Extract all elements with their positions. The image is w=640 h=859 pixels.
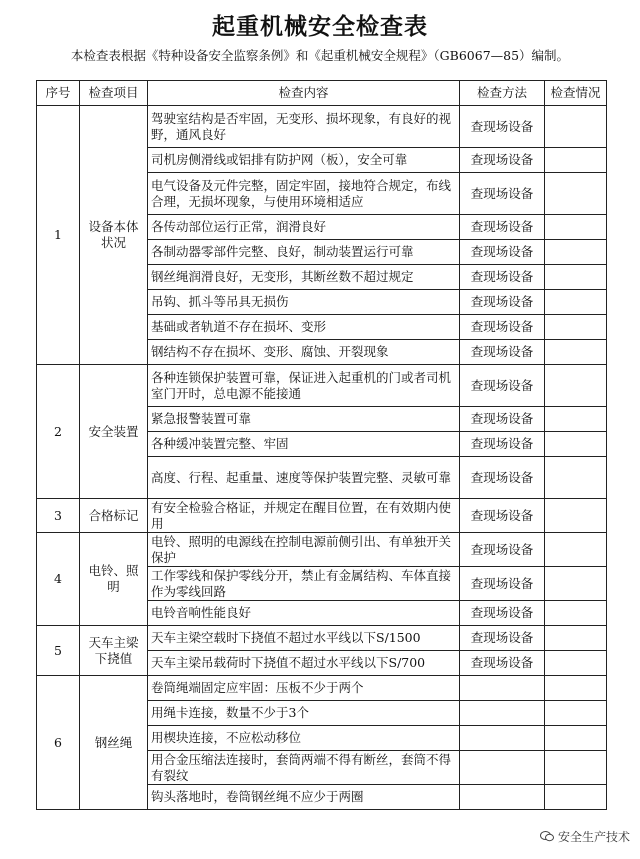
check-method xyxy=(460,676,545,701)
check-content: 各制动器零部件完整、良好，制动装置运行可靠 xyxy=(148,240,460,265)
check-content: 高度、行程、起重量、速度等保护装置完整、灵敏可靠 xyxy=(148,457,460,499)
check-status-cell[interactable] xyxy=(545,340,607,365)
header-status: 检查情况 xyxy=(545,81,607,106)
check-category: 合格标记 xyxy=(80,499,148,533)
check-content: 基础或者轨道不存在损坏、变形 xyxy=(148,315,460,340)
check-category: 电铃、照明 xyxy=(80,533,148,626)
check-method: 查现场设备 xyxy=(460,340,545,365)
inspection-table xyxy=(36,80,607,810)
check-status-cell[interactable] xyxy=(545,499,607,533)
watermark-text: 安全生产技术 xyxy=(557,830,630,844)
check-status-cell[interactable] xyxy=(545,290,607,315)
check-status-cell[interactable] xyxy=(545,315,607,340)
check-content: 驾驶室结构是否牢固，无变形、损坏现象，有良好的视野，通风良好 xyxy=(148,106,460,148)
check-status-cell[interactable] xyxy=(545,148,607,173)
check-method: 查现场设备 xyxy=(460,499,545,533)
check-method: 查现场设备 xyxy=(460,567,545,601)
table-row xyxy=(37,365,607,407)
check-status-cell[interactable] xyxy=(545,240,607,265)
header-category: 检查项目 xyxy=(80,81,148,106)
check-status-cell[interactable] xyxy=(545,701,607,726)
row-number: 4 xyxy=(37,533,80,626)
check-method: 查现场设备 xyxy=(460,365,545,407)
check-content: 用绳卡连接，数量不少于3个 xyxy=(148,701,460,726)
check-status-cell[interactable] xyxy=(545,457,607,499)
check-status-cell[interactable] xyxy=(545,751,607,785)
check-method xyxy=(460,751,545,785)
check-category: 安全装置 xyxy=(80,365,148,499)
check-method: 查现场设备 xyxy=(460,265,545,290)
check-category: 钢丝绳 xyxy=(80,676,148,810)
check-content: 用楔块连接，不应松动移位 xyxy=(148,726,460,751)
check-method: 查现场设备 xyxy=(460,533,545,567)
row-number: 6 xyxy=(37,676,80,810)
check-content: 吊钩、抓斗等吊具无损伤 xyxy=(148,290,460,315)
table-row xyxy=(37,499,607,533)
check-content: 电铃、照明的电源线在控制电源前侧引出、有单独开关保护 xyxy=(148,533,460,567)
check-content: 电气设备及元件完整，固定牢固，接地符合规定，布线合理，无损坏现象，与使用环境相适应 xyxy=(148,173,460,215)
check-content: 卷筒绳端固定应牢固：压板不少于两个 xyxy=(148,676,460,701)
check-method: 查现场设备 xyxy=(460,457,545,499)
check-status-cell[interactable] xyxy=(545,626,607,651)
check-status-cell[interactable] xyxy=(545,726,607,751)
check-content: 用合金压缩法连接时，套筒两端不得有断丝，套筒不得有裂纹 xyxy=(148,751,460,785)
watermark xyxy=(540,828,630,845)
row-number: 2 xyxy=(37,365,80,499)
check-category: 设备本体状况 xyxy=(80,106,148,365)
check-method: 查现场设备 xyxy=(460,315,545,340)
check-content: 各种缓冲装置完整、牢固 xyxy=(148,432,460,457)
check-content: 有安全检验合格证，并规定在醒目位置，在有效期内使用 xyxy=(148,499,460,533)
check-status-cell[interactable] xyxy=(545,407,607,432)
check-status-cell[interactable] xyxy=(545,785,607,810)
check-method: 查现场设备 xyxy=(460,626,545,651)
document-subtitle: 本检查表根据《特种设备安全监察条例》和《起重机械安全规程》（GB6067—85）编制。 xyxy=(70,48,570,63)
check-method: 查现场设备 xyxy=(460,290,545,315)
check-content: 钩头落地时，卷筒钢丝绳不应少于两圈 xyxy=(148,785,460,810)
check-status-cell[interactable] xyxy=(545,567,607,601)
check-content: 各种连锁保护装置可靠，保证进入起重机的门或者司机室门开时，总电源不能接通 xyxy=(148,365,460,407)
check-content: 钢结构不存在损坏、变形、腐蚀、开裂现象 xyxy=(148,340,460,365)
row-number: 1 xyxy=(37,106,80,365)
check-method: 查现场设备 xyxy=(460,106,545,148)
check-method: 查现场设备 xyxy=(460,407,545,432)
check-method xyxy=(460,726,545,751)
check-status-cell[interactable] xyxy=(545,215,607,240)
check-method: 查现场设备 xyxy=(460,432,545,457)
check-method xyxy=(460,785,545,810)
table-row xyxy=(37,676,607,701)
check-method: 查现场设备 xyxy=(460,240,545,265)
check-status-cell[interactable] xyxy=(545,533,607,567)
wechat-icon xyxy=(540,831,554,842)
header-no: 序号 xyxy=(37,81,80,106)
check-content: 天车主梁吊载荷时下挠值不超过水平线以下S/700 xyxy=(148,651,460,676)
check-content: 钢丝绳润滑良好，无变形，其断丝数不超过规定 xyxy=(148,265,460,290)
header-method: 检查方法 xyxy=(460,81,545,106)
row-number: 3 xyxy=(37,499,80,533)
check-status-cell[interactable] xyxy=(545,651,607,676)
check-method: 查现场设备 xyxy=(460,651,545,676)
check-method: 查现场设备 xyxy=(460,148,545,173)
check-content: 司机房侧滑线或铝排有防护网（板），安全可靠 xyxy=(148,148,460,173)
check-status-cell[interactable] xyxy=(545,676,607,701)
check-content: 各传动部位运行正常，润滑良好 xyxy=(148,215,460,240)
table-row xyxy=(37,533,607,567)
check-content: 工作零线和保护零线分开，禁止有金属结构、车体直接作为零线回路 xyxy=(148,567,460,601)
table-header-row xyxy=(37,81,607,106)
table-row xyxy=(37,106,607,148)
check-method: 查现场设备 xyxy=(460,215,545,240)
check-method: 查现场设备 xyxy=(460,601,545,626)
check-content: 天车主梁空载时下挠值不超过水平线以下S/1500 xyxy=(148,626,460,651)
check-content: 紧急报警装置可靠 xyxy=(148,407,460,432)
document-title: 起重机械安全检查表 xyxy=(212,13,428,40)
check-status-cell[interactable] xyxy=(545,265,607,290)
check-status-cell[interactable] xyxy=(545,365,607,407)
check-method xyxy=(460,701,545,726)
check-status-cell[interactable] xyxy=(545,601,607,626)
check-status-cell[interactable] xyxy=(545,173,607,215)
check-category: 天车主梁下挠值 xyxy=(80,626,148,676)
check-status-cell[interactable] xyxy=(545,106,607,148)
table-row xyxy=(37,626,607,651)
header-content: 检查内容 xyxy=(148,81,460,106)
check-content: 电铃音响性能良好 xyxy=(148,601,460,626)
row-number: 5 xyxy=(37,626,80,676)
check-method: 查现场设备 xyxy=(460,173,545,215)
check-status-cell[interactable] xyxy=(545,432,607,457)
